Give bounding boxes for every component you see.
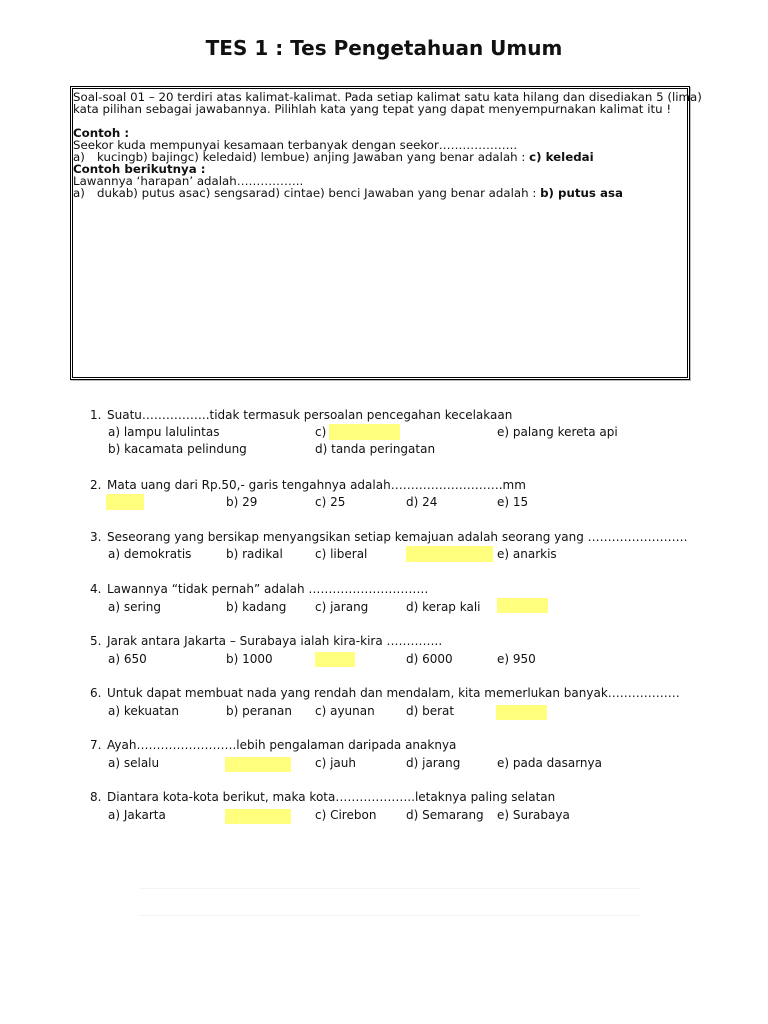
option-b[interactable]: b) 29 [226,495,258,509]
option-c[interactable]: c) jauh [315,756,356,770]
option-e[interactable]: e) palang kereta api [497,425,618,439]
answer-highlight [225,809,291,824]
option-d[interactable]: d) Semarang [406,808,484,822]
question-text: Suatu……………..tidak termasuk persoalan pencegahan kecelakaan [107,408,513,422]
option-d[interactable]: d) jarang [406,756,461,770]
answer-highlight [225,757,291,772]
answer-highlight [106,494,144,510]
question-number: 2. [90,478,102,492]
option-b[interactable]: b) peranan [226,704,292,718]
option-d[interactable]: d) 6000 [406,652,453,666]
example-label: Contoh : [73,126,130,140]
instructions-text [73,90,702,200]
option-b[interactable]: b) kacamata pelindung [108,442,247,456]
option-c[interactable]: c) Cirebon [315,808,377,822]
answer-highlight [497,598,548,613]
divider [140,888,640,889]
question-text: Seseorang yang bersikap menyangsikan setiap kemajuan adalah seorang yang ……………………. [107,530,688,544]
option-c[interactable]: c) [315,425,327,439]
option-c[interactable]: c) jarang [315,600,369,614]
instructions-box [70,86,702,380]
question-number: 6. [90,686,102,700]
answer-highlight [329,424,400,440]
option-a[interactable]: a) lampu lalulintas [108,425,220,439]
question-5 [90,634,442,648]
question-text: Mata uang dari Rp.50,- garis tengahnya adalah……………………….mm [107,478,526,492]
option-e[interactable]: e) pada dasarnya [497,756,602,770]
divider [140,915,640,916]
option-e[interactable]: e) anarkis [497,547,557,561]
option-d[interactable]: d) berat [406,704,455,718]
page-title: TES 1 : Tes Pengetahuan Umum [205,36,563,60]
option-d[interactable]: d) kerap kali [406,600,481,614]
option-c[interactable]: c) liberal [315,547,368,561]
question-4 [90,582,428,596]
option-a[interactable]: a) sering [108,600,161,614]
option-d[interactable]: d) tanda peringatan [315,442,436,456]
question-number: 3. [90,530,102,544]
example-answer: c) keledai [529,150,594,164]
option-b[interactable]: b) kadang [226,600,287,614]
example-question: Seekor kuda mempunyai kesamaan terbanyak dengan seekor……………….. [73,138,518,152]
example-options-text: kucingb) bajingc) keledaid) lembue) anjing Jawaban yang benar adalah : [97,150,530,164]
option-e[interactable]: e) 950 [497,652,536,666]
answer-highlight [406,546,493,562]
question-text: Diantara kota-kota berikut, maka kota………………..letaknya paling selatan [107,790,556,804]
option-c[interactable]: c) ayunan [315,704,375,718]
next-example-options [73,187,687,199]
option-b[interactable]: b) radikal [226,547,283,561]
answer-highlight [315,652,355,667]
option-a[interactable]: a) demokratis [108,547,192,561]
option-a[interactable]: a) 650 [108,652,147,666]
next-example-question: Lawannya ‘harapan’ adalah…………….. [73,174,304,188]
question-text: Lawannya “tidak pernah” adalah ………………………… [107,582,429,596]
question-number: 5. [90,634,102,648]
option-e[interactable]: e) 15 [497,495,529,509]
question-number: 8. [90,790,102,804]
example-marker: a) [73,150,85,164]
question-2 [90,478,526,492]
question-7 [90,738,456,752]
next-example-answer: b) putus asa [540,186,623,200]
next-example-options-text: dukab) putus asac) sengsarad) cintae) benci Jawaban yang benar adalah : [97,186,541,200]
question-text: Jarak antara Jakarta – Surabaya ialah kira-kira ………….. [107,634,443,648]
option-a[interactable]: a) selalu [108,756,160,770]
instructions-line-2: kata pilihan sebagai jawabannya. Pilihlah kata yang tepat yang dapat menyempurnakan kalimat itu ! [73,102,672,116]
instructions-line-1: Soal-soal 01 – 20 terdiri atas kalimat-kalimat. Pada setiap kalimat satu kata hilang dan disediakan 5 (lima) [73,90,702,104]
question-number: 1. [90,408,102,422]
question-number: 4. [90,582,102,596]
next-example-label: Contoh berikutnya : [73,162,206,176]
question-text: Untuk dapat membuat nada yang rendah dan mendalam, kita memerlukan banyak……………… [107,686,680,700]
option-c[interactable]: c) 25 [315,495,346,509]
option-e[interactable]: e) Surabaya [497,808,570,822]
question-number: 7. [90,738,102,752]
next-example-marker: a) [73,186,85,200]
question-6 [90,686,680,700]
option-b[interactable]: b) 1000 [226,652,273,666]
question-3 [90,530,687,544]
question-1 [90,408,512,422]
question-text: Ayah…………………….lebih pengalaman daripada anaknya [107,738,457,752]
answer-highlight [496,705,547,720]
question-8 [90,790,555,804]
option-d[interactable]: d) 24 [406,495,438,509]
option-a[interactable]: a) Jakarta [108,808,166,822]
option-a[interactable]: a) kekuatan [108,704,179,718]
